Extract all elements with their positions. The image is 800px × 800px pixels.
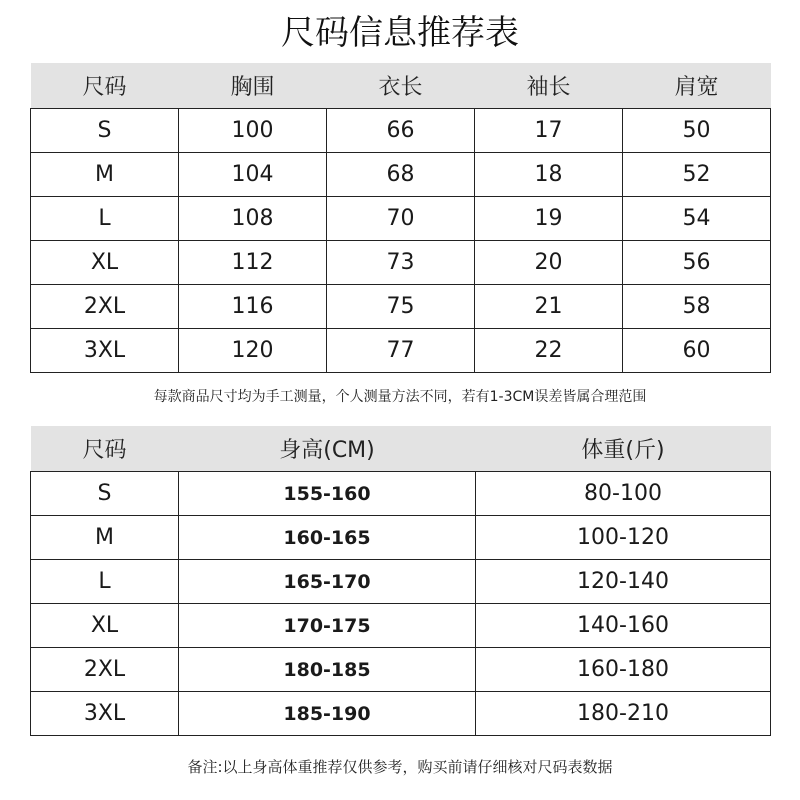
table-row bbox=[31, 516, 771, 560]
cell-height: 160-165 bbox=[179, 516, 476, 560]
header-sleeve: 袖长 bbox=[475, 63, 623, 109]
table-row bbox=[31, 472, 771, 516]
cell-weight: 140-160 bbox=[476, 604, 771, 648]
cell-size: 2XL bbox=[31, 648, 179, 692]
size-recommendation-table bbox=[30, 426, 771, 736]
cell-sleeve: 22 bbox=[475, 329, 623, 373]
cell-weight: 80-100 bbox=[476, 472, 771, 516]
header-shoulder: 肩宽 bbox=[623, 63, 771, 109]
table-row bbox=[31, 241, 771, 285]
cell-size: M bbox=[31, 516, 179, 560]
cell-length: 70 bbox=[327, 197, 475, 241]
header-chest: 胸围 bbox=[179, 63, 327, 109]
cell-length: 66 bbox=[327, 109, 475, 153]
cell-weight: 100-120 bbox=[476, 516, 771, 560]
cell-weight: 160-180 bbox=[476, 648, 771, 692]
cell-length: 68 bbox=[327, 153, 475, 197]
cell-chest: 120 bbox=[179, 329, 327, 373]
header-height: 身高(CM) bbox=[179, 426, 476, 472]
cell-size: L bbox=[31, 197, 179, 241]
cell-chest: 104 bbox=[179, 153, 327, 197]
cell-size: S bbox=[31, 109, 179, 153]
header-size: 尺码 bbox=[31, 63, 179, 109]
cell-shoulder: 56 bbox=[623, 241, 771, 285]
measurement-note: 每款商品尺寸均为手工测量，个人测量方法不同，若有1-3CM误差皆属合理范围 bbox=[153, 389, 647, 405]
cell-length: 75 bbox=[327, 285, 475, 329]
table-row bbox=[31, 648, 771, 692]
cell-length: 77 bbox=[327, 329, 475, 373]
table-row bbox=[31, 329, 771, 373]
cell-size: L bbox=[31, 560, 179, 604]
cell-height: 155-160 bbox=[179, 472, 476, 516]
cell-weight: 120-140 bbox=[476, 560, 771, 604]
cell-sleeve: 19 bbox=[475, 197, 623, 241]
cell-size: M bbox=[31, 153, 179, 197]
cell-sleeve: 17 bbox=[475, 109, 623, 153]
cell-size: S bbox=[31, 472, 179, 516]
cell-height: 185-190 bbox=[179, 692, 476, 736]
cell-sleeve: 18 bbox=[475, 153, 623, 197]
page-title: 尺码信息推荐表 bbox=[281, 13, 519, 53]
cell-shoulder: 54 bbox=[623, 197, 771, 241]
cell-shoulder: 52 bbox=[623, 153, 771, 197]
table-row bbox=[31, 285, 771, 329]
cell-sleeve: 21 bbox=[475, 285, 623, 329]
table-row bbox=[31, 604, 771, 648]
table-header-row bbox=[31, 426, 771, 472]
table-row bbox=[31, 692, 771, 736]
cell-height: 170-175 bbox=[179, 604, 476, 648]
size-measurement-table bbox=[30, 63, 771, 373]
cell-shoulder: 60 bbox=[623, 329, 771, 373]
table-row bbox=[31, 560, 771, 604]
cell-size: XL bbox=[31, 604, 179, 648]
table-row bbox=[31, 109, 771, 153]
cell-chest: 100 bbox=[179, 109, 327, 153]
cell-height: 180-185 bbox=[179, 648, 476, 692]
cell-length: 73 bbox=[327, 241, 475, 285]
header-size: 尺码 bbox=[31, 426, 179, 472]
cell-size: 3XL bbox=[31, 692, 179, 736]
cell-weight: 180-210 bbox=[476, 692, 771, 736]
cell-shoulder: 58 bbox=[623, 285, 771, 329]
remark-note: 备注:以上身高体重推荐仅供参考，购买前请仔细核对尺码表数据 bbox=[187, 758, 613, 776]
cell-chest: 112 bbox=[179, 241, 327, 285]
table-row bbox=[31, 153, 771, 197]
table-row bbox=[31, 197, 771, 241]
cell-size: XL bbox=[31, 241, 179, 285]
header-weight: 体重(斤) bbox=[476, 426, 771, 472]
cell-height: 165-170 bbox=[179, 560, 476, 604]
cell-size: 2XL bbox=[31, 285, 179, 329]
header-length: 衣长 bbox=[327, 63, 475, 109]
table-header-row bbox=[31, 63, 771, 109]
cell-chest: 116 bbox=[179, 285, 327, 329]
cell-sleeve: 20 bbox=[475, 241, 623, 285]
cell-chest: 108 bbox=[179, 197, 327, 241]
cell-shoulder: 50 bbox=[623, 109, 771, 153]
cell-size: 3XL bbox=[31, 329, 179, 373]
